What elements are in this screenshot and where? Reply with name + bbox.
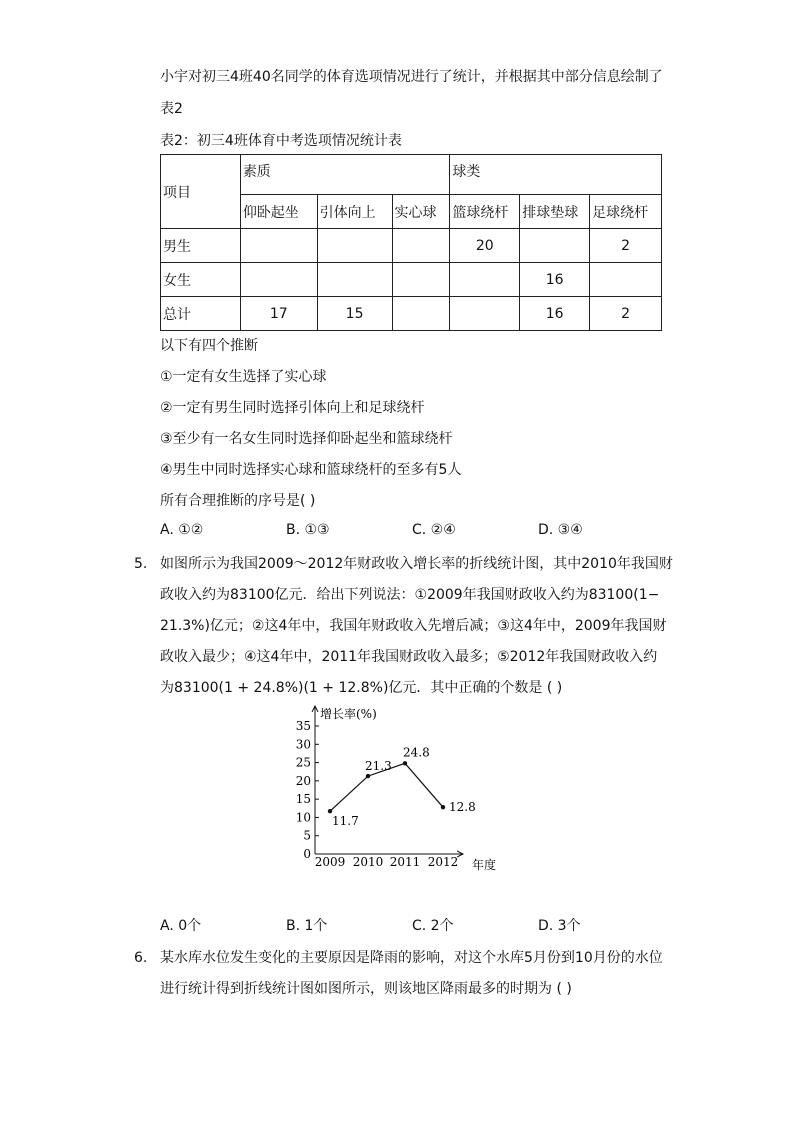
table-cell: 20 [450,229,520,263]
data-point [328,809,332,813]
table-cell [450,263,520,297]
q4-option-a[interactable]: A. ①② [160,522,204,538]
row-label: 男生 [161,229,241,263]
q5-option-b[interactable]: B. 1个 [286,918,328,934]
table-cell: 2 [590,229,662,263]
y-tick-label: 25 [295,755,311,770]
table-cell: 15 [317,297,392,331]
table-cell [317,229,392,263]
table-cell: 16 [520,297,590,331]
table-cell [392,263,450,297]
data-label: 12.8 [449,800,476,815]
data-label: 21.3 [365,759,392,774]
table-cell [590,263,662,297]
column-header: 篮球绕杆 [450,195,520,229]
q4-option-d[interactable]: D. ③④ [538,522,583,538]
data-point [403,761,407,765]
table-cell [450,297,520,331]
q4-option-c[interactable]: C. ②④ [412,522,456,538]
column-header: 排球垫球 [520,195,590,229]
table-cell [317,263,392,297]
x-axis-label: 年度 [472,858,497,872]
q4-statement: ④男生中同时选择实心球和篮球绕杆的至多有5人 [160,462,462,478]
q6-number: 6. [134,950,148,966]
table-cell [392,297,450,331]
q4-statement: ①一定有女生选择了实心球 [160,369,327,385]
table-row [161,229,662,263]
q5-text-line: 政收入最少；④这4年中，2011年我国财政收入最多；⑤2012年我国财政收入约 [160,649,658,665]
q5-text-line: 如图所示为我国2009～2012年财政收入增长率的折线统计图，其中2010年我国财 [160,556,673,572]
q5-number: 5. [134,556,148,572]
q4-option-b[interactable]: B. ①③ [286,522,330,538]
table-caption: 表2：初三4班体育中考选项情况统计表 [160,133,402,149]
q5-text-line: 政收入约为83100亿元．给出下列说法：①2009年我国财政收入约为83100(1− [160,587,660,603]
x-tick-label: 2011 [389,855,421,869]
q4-prompt: 所有合理推断的序号是( ) [160,493,316,509]
q5-text-line: 为83100(1 + 24.8%)(1 + 12.8%)亿元．其中正确的个数是 ( ) [160,680,563,696]
table-cell [240,263,317,297]
x-tick-label: 2009 [314,855,346,869]
table-row [161,297,662,331]
q5-option-c[interactable]: C. 2个 [412,918,454,934]
table-row-header: 项目 [161,155,241,229]
stats-table [160,154,662,331]
intro-line-2: 表2 [160,101,183,117]
q5-text-line: 21.3%)亿元；②这4年中，我国年财政收入先增后减；③这4年中，2009年我国财 [160,618,667,634]
data-label: 11.7 [332,814,359,829]
table-cell: 17 [240,297,317,331]
table-cell [520,229,590,263]
y-axis-label: 增长率(%) [320,707,377,721]
group-header-quality: 素质 [240,155,450,195]
q5-option-a[interactable]: A. 0个 [160,918,202,934]
table-cell: 16 [520,263,590,297]
column-header: 引体向上 [317,195,392,229]
q5-option-d[interactable]: D. 3个 [538,918,581,934]
y-tick-label: 0 [303,847,311,861]
y-tick-label: 10 [295,810,311,825]
table-row [161,263,662,297]
data-point [366,774,370,778]
x-tick-label: 2010 [352,855,384,869]
q6-text-line: 某水库水位发生变化的主要原因是降雨的影响，对这个水库5月份到10月份的水位 [160,950,663,966]
y-tick-label: 5 [303,828,311,843]
x-tick-label: 2012 [427,855,459,869]
table-cell: 2 [590,297,662,331]
column-header: 实心球 [392,195,450,229]
growth-rate-line-chart [290,700,510,880]
table-cell [392,229,450,263]
q4-lead: 以下有四个推断 [160,338,258,354]
y-tick-label: 20 [295,773,311,788]
table-cell [240,229,317,263]
y-tick-label: 30 [295,737,311,752]
group-header-ball: 球类 [450,155,662,195]
data-label: 24.8 [403,745,430,760]
q4-statement: ②一定有男生同时选择引体向上和足球绕杆 [160,400,425,416]
column-header: 仰卧起坐 [240,195,317,229]
column-header: 足球绕杆 [590,195,662,229]
y-tick-label: 35 [295,719,311,733]
row-label: 女生 [161,263,241,297]
row-label: 总计 [161,297,241,331]
data-point [441,805,445,809]
intro-line-1: 小宇对初三4班40名同学的体育选项情况进行了统计，并根据其中部分信息绘制了 [160,69,663,85]
q4-statement: ③至少有一名女生同时选择仰卧起坐和篮球绕杆 [160,431,453,447]
q6-text-line: 进行统计得到折线统计图如图所示，则该地区降雨最多的时期为 ( ) [160,981,572,997]
y-tick-label: 15 [295,792,311,807]
